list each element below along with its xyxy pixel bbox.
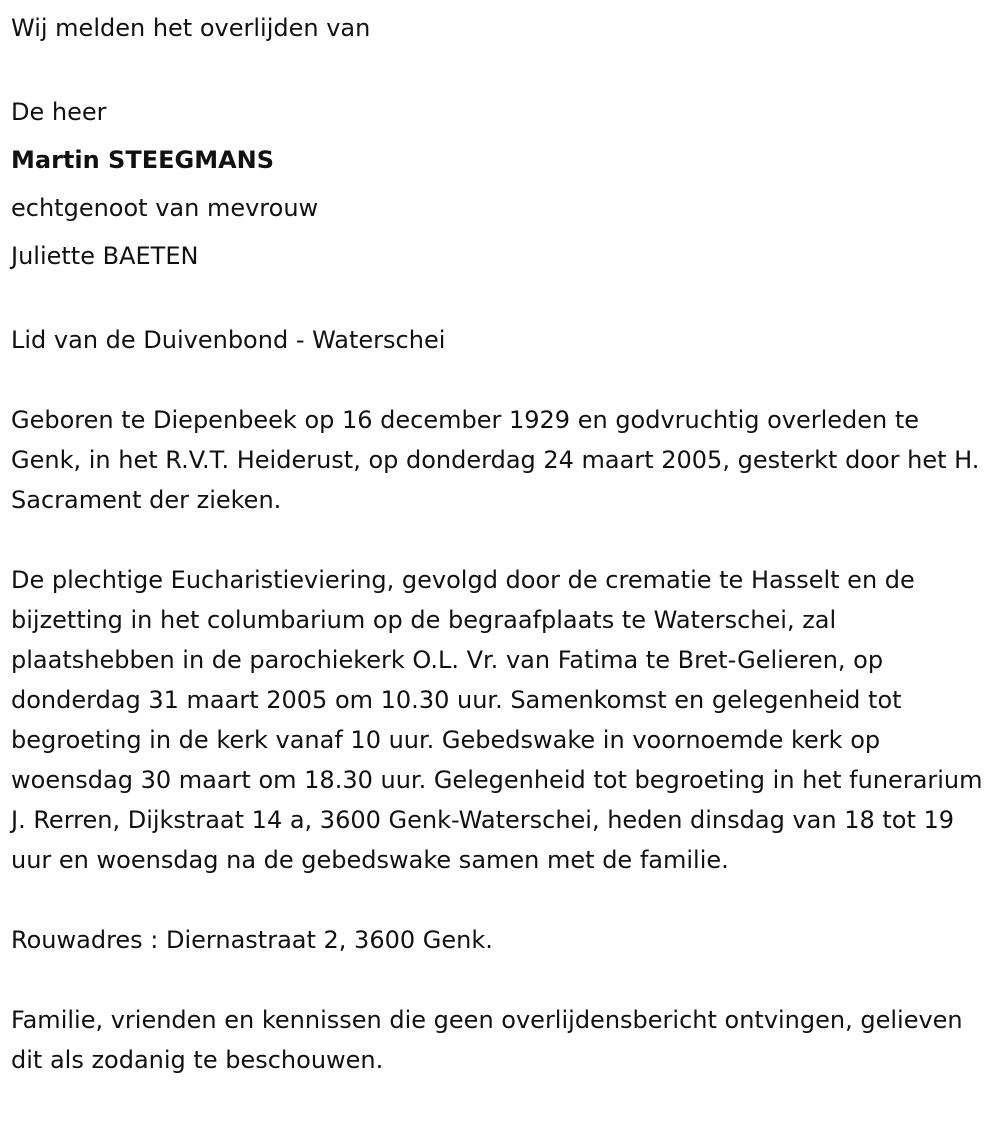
- birth-death-paragraph: Geboren te Diepenbeek op 16 december 1929 en godvruchtig overleden te Genk, in het R.V.T. Heiderust, op donderdag 24 maart 2005, gesterkt door het H. Sacrament der zieken.: [11, 406, 980, 514]
- deceased-title: De heer: [11, 98, 107, 126]
- deceased-name: Martin STEEGMANS: [11, 146, 275, 174]
- deceased-block: [11, 88, 990, 280]
- spouse-name: Juliette BAETEN: [11, 242, 199, 270]
- ceremony-paragraph: De plechtige Eucharistieviering, gevolgd door de crematie te Hasselt en de bijzetting in het columbarium op de begraafplaats te Waterschei, zal plaatshebben in de parochiekerk O.L. Vr. van Fatima te Bret-Gelieren, op donderdag 31 maart 2005 om 10.30 uur. Samenkomst en gelegenheid tot begroeting in de kerk vanaf 10 uur. Gebedswake in voornoemde kerk op woensdag 30 maart om 18.30 uur. Gelegenheid tot begroeting in het funerarium J. Rerren, Dijkstraat 14 a, 3600 Genk-Waterschei, heden dinsdag van 18 tot 19 uur en woensdag na de gebedswake samen met de familie.: [11, 566, 983, 874]
- closing-paragraph: Familie, vrienden en kennissen die geen overlijdensbericht ontvingen, gelieven dit als zodanig te beschouwen.: [11, 1006, 963, 1074]
- membership-text: Lid van de Duivenbond - Waterschei: [11, 326, 446, 354]
- mourning-address: Rouwadres : Diernastraat 2, 3600 Genk.: [11, 926, 493, 954]
- relation-text: echtgenoot van mevrouw: [11, 194, 319, 222]
- intro-text: Wij melden het overlijden van: [11, 14, 371, 42]
